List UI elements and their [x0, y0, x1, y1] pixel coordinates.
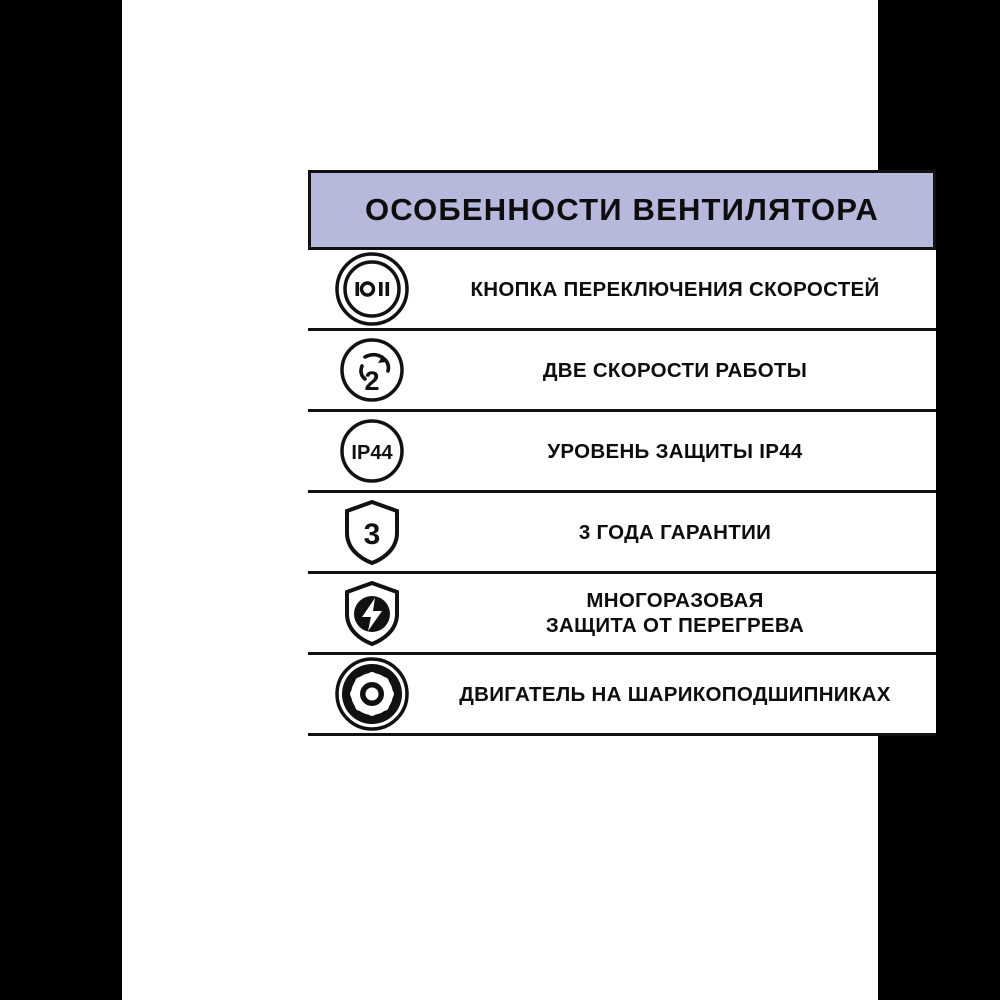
svg-text:2: 2	[364, 366, 380, 396]
svg-text:IP44: IP44	[351, 442, 393, 464]
page-title: ОСОБЕННОСТИ ВЕНТИЛЯТОРА	[364, 191, 880, 227]
speed-switch-button-icon	[308, 252, 436, 326]
list-item	[308, 250, 936, 331]
warranty-shield-icon	[308, 495, 436, 569]
svg-text:3: 3	[363, 518, 381, 551]
white-sheet	[122, 0, 891, 1000]
list-item-label-line1: МНОГОРАЗОВАЯ	[586, 589, 764, 612]
ball-bearing-motor-icon	[308, 655, 436, 733]
list-item-label: УРОВЕНЬ ЗАЩИТЫ IP44	[547, 439, 803, 463]
two-speeds-icon	[308, 333, 436, 407]
overheat-protection-shield-icon	[308, 576, 436, 650]
list-item-label-line2: ЗАЩИТА ОТ ПЕРЕГРЕВА	[545, 614, 805, 637]
list-item-label: КНОПКА ПЕРЕКЛЮЧЕНИЯ СКОРОСТЕЙ	[470, 277, 880, 301]
list-item-label: ДВЕ СКОРОСТИ РАБОТЫ	[542, 358, 808, 382]
list-item-label	[436, 588, 936, 638]
feature-list	[308, 250, 936, 736]
list-item	[308, 655, 936, 736]
list-item	[308, 412, 936, 493]
list-item	[308, 574, 936, 655]
list-item	[308, 493, 936, 574]
list-item	[308, 331, 936, 412]
list-item-label: 3 ГОДА ГАРАНТИИ	[578, 520, 772, 544]
card-header	[308, 170, 936, 250]
ip44-protection-icon	[308, 414, 436, 488]
fan-features-card	[308, 170, 936, 736]
list-item-label: ДВИГАТЕЛЬ НА ШАРИКОПОДШИПНИКАХ	[459, 682, 891, 706]
